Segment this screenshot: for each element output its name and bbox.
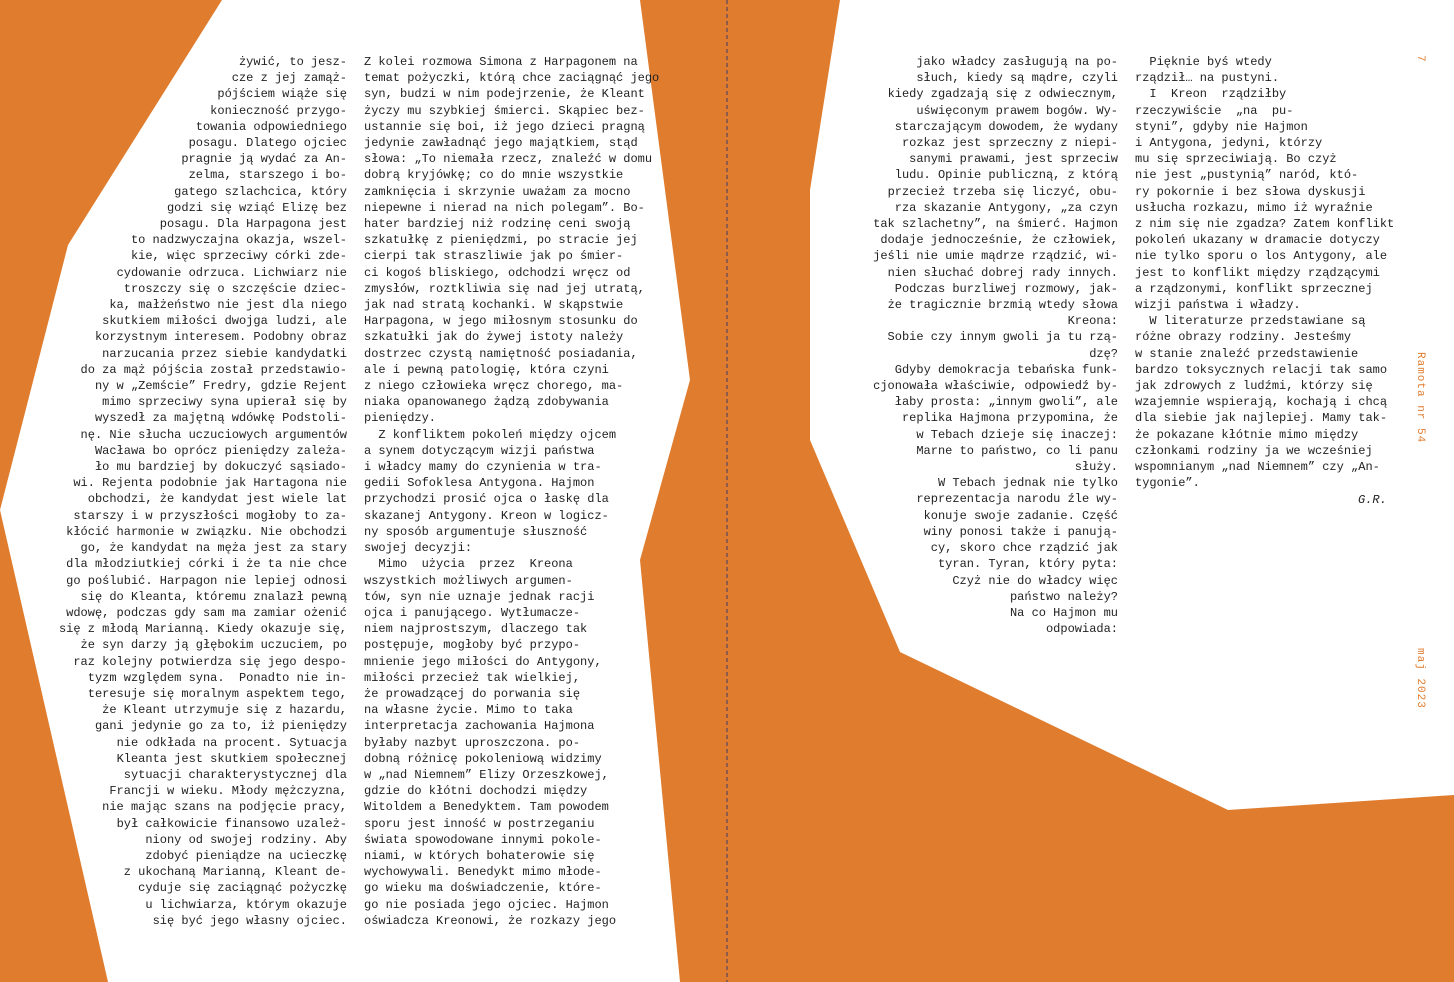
text-line: Kreona:	[1067, 314, 1118, 329]
text-line: cjonowała właściwie, odpowiedź by-	[873, 379, 1118, 394]
text-line: gani jedynie go za to, iż pieniędzy	[94, 719, 347, 734]
text-line: że tragicznie brzmią wtedy słowa	[887, 298, 1118, 313]
text-line: W literaturze przedstawiane są	[1135, 314, 1366, 329]
text-line: Wacława bo oprócz pieniędzy zależa-	[94, 443, 347, 458]
text-line: dobną różnicę pokoleniową widzimy	[364, 751, 602, 766]
text-line: Francji w wieku. Młody mężczyzna,	[109, 784, 347, 799]
text-line: ustannie się boi, iż jego dzieci pragną	[364, 119, 645, 134]
text-line: niaka opanowanego żądzą zdobywania	[364, 395, 609, 410]
text-line: temat pożyczki, którą chce zaciągnąć jego	[364, 71, 660, 86]
text-line: zmysłów, roztkliwia się nad jej utratą,	[364, 281, 645, 296]
text-line: szkatułkę z pieniędzmi, po stracie jej	[364, 233, 638, 248]
text-line: jako władcy zasługują na po-	[916, 55, 1118, 69]
text-line: dobrą kryjówkę; co do mnie wszystkie	[364, 168, 624, 183]
text-line: niami, w których bohaterowie się	[364, 848, 595, 863]
text-line: u lichwiarza, którym okazuje	[145, 897, 347, 912]
text-line: korzystnym interesem. Podobny obraz	[94, 330, 347, 345]
text-line: miłości przecież tak wielkiej,	[364, 670, 581, 685]
text-line: przychodzi prosić ojca o łaskę dla	[364, 492, 609, 507]
text-line: łaby prosta: „innym gwoli”, ale	[894, 395, 1118, 410]
text-line: zdobyć pieniądze na ucieczkę	[145, 848, 347, 863]
magazine-title: Ramota nr 54	[1414, 352, 1426, 444]
text-line: reprezentacja narodu źle wy-	[916, 492, 1118, 507]
text-line: a synem dotyczącym wizji państwa	[364, 443, 595, 458]
text-line: nę. Nie słucha uczuciowych argumentów	[80, 427, 347, 442]
text-line: Kleanta jest skutkiem społecznej	[116, 751, 347, 766]
text-line: się do Kleanta, któremu znalazł pewną	[80, 589, 347, 604]
text-line: z nim się nie zgadza? Zatem konflikt	[1135, 217, 1395, 232]
text-line: że prowadzącej do porwania się	[364, 686, 581, 701]
text-line: dostrzec czystą namiętność posiadania,	[364, 346, 638, 361]
right-page-number: 7	[1414, 55, 1426, 62]
text-line: interpretacja zachowania Hajmona	[364, 719, 595, 734]
text-line: jak nad stratą kochanki. W skąpstwie	[364, 298, 624, 313]
text-line: Gdyby demokracja tebańska funk-	[880, 362, 1118, 377]
text-line: troszczy się o szczęście dziec-	[123, 281, 347, 296]
text-line: jedynie zawładnąć jego majątkiem, stąd	[364, 136, 638, 151]
text-line: rzeczywiście „na pu-	[1135, 103, 1294, 118]
signature: G.R.	[1358, 493, 1387, 507]
text-line: cy, skoro chce rządzić jak	[930, 541, 1118, 556]
text-line: mu się sprzeciwiają. Bo czyż	[1135, 152, 1337, 167]
text-line: rządził… na pustyni.	[1135, 71, 1280, 86]
text-line: przecież trzeba się liczyć, obu-	[887, 184, 1118, 199]
text-line: godzi się wziąć Elizę bez	[166, 200, 347, 215]
text-line: ry pokornie i bez słowa dyskusji	[1135, 184, 1366, 199]
text-line: ale i pewną patologię, która czyni	[364, 362, 609, 377]
text-line: w „nad Niemnem” Elizy Orzeszkowej,	[364, 767, 609, 782]
text-line: nie mając szans na podjęcie pracy,	[102, 800, 347, 815]
text-line: sporu jest inność w postrzeganiu	[364, 816, 595, 831]
text-line: mimo sprzeciwy syna upierał się by	[102, 395, 347, 410]
text-line: jak zdrowych z ludźmi, którzy się	[1135, 379, 1373, 394]
text-line: sytuacji charakterystycznej dla	[123, 767, 347, 782]
issue-date: maj 2023	[1414, 648, 1426, 709]
text-line: pragnie ją wydać za An-	[181, 152, 347, 167]
text-line: a rządzonymi, konflikt sprzecznej	[1135, 281, 1373, 296]
text-line: go, że kandydat na męża jest za stary	[80, 541, 347, 556]
text-line: bardzo toksycznych relacji tak samo	[1135, 362, 1388, 377]
text-line: gdzie do kłótni dochodzi między	[364, 784, 588, 799]
text-line: tyran. Tyran, który pyta:	[937, 557, 1118, 572]
text-line: gedii Sofoklesa Antygona. Hajmon	[364, 476, 595, 491]
text-line: rozkaz jest sprzeczny z niepi-	[901, 136, 1118, 151]
text-line: skutkiem miłości dwojga ludzi, ale	[102, 314, 347, 329]
text-line: Harpagona, w jego miłosnym stosunku do	[364, 314, 638, 329]
text-line: cze z jej zamąż-	[231, 71, 347, 86]
text-line: że pokazane kłótnie mimo między	[1135, 427, 1359, 442]
text-line: z ukochaną Marianną, Kleant de-	[123, 865, 347, 880]
text-line: winy ponosi także i panują-	[923, 524, 1118, 539]
text-line: w Tebach dzieje się inaczej:	[916, 427, 1118, 442]
text-line: Mimo użycia przez Kreona	[364, 557, 573, 572]
text-line: państwo należy?	[1009, 589, 1118, 604]
text-line: byłaby nazbyt uproszczona. po-	[364, 735, 581, 750]
text-line: zamknięcia i skrzynie uważam za mocno	[364, 184, 631, 199]
text-line: jest to konflikt między rządzącymi	[1135, 265, 1380, 280]
left-page-number: 6	[688, 55, 700, 62]
text-line: tak szlachetny”, na śmierć. Hajmon	[873, 217, 1118, 232]
text-line: sanymi prawami, jest sprzeciw	[909, 152, 1118, 167]
text-line: że syn darzy ją głębokim uczuciem, po	[80, 638, 347, 653]
text-line: dla siebie jak najlepiej. Mamy tak-	[1135, 411, 1388, 426]
text-line: kłócić harmonie w związku. Nie obchodzi	[66, 524, 347, 539]
text-line: do za mąż pójścia został przedstawio-	[80, 362, 347, 377]
text-line: wyszedł za majętną wdówkę Podstoli-	[94, 411, 347, 426]
text-line: konuje swoje zadanie. Część	[923, 508, 1118, 523]
text-line: szkatułki jak do żywej istoty należy	[364, 330, 624, 345]
text-line: gatego szlachcica, który	[174, 184, 347, 199]
text-line: życzy mu szybkiej śmierci. Skąpiec bez-	[364, 103, 645, 118]
text-line: pieniędzy.	[364, 411, 437, 426]
text-line: pójściem wiąże się	[217, 87, 347, 102]
text-line: się z młodą Marianną. Kiedy okazuje się,	[58, 622, 347, 637]
text-line: nie odkłada na procent. Sytuacja	[116, 735, 347, 750]
text-line: styni”, gdyby nie Hajmon	[1135, 119, 1308, 134]
text-line: Witoldem a Benedyktem. Tam powodem	[364, 800, 609, 815]
text-line: kiedy zgadzają się z odwiecznym,	[887, 87, 1118, 102]
text-line: tów, syn nie uznaje jednak racji	[364, 589, 595, 604]
text-line: pokoleń ukazany w dramacie dotyczy	[1135, 233, 1380, 248]
text-line: posagu. Dla Harpagona jest	[159, 217, 347, 232]
text-line: raz kolejny potwierdza się jego despo-	[73, 654, 347, 669]
text-line: ka, małżeństwo nie jest dla niego	[109, 298, 347, 313]
text-line: Podczas burzliwej rozmowy, jak-	[894, 281, 1118, 296]
text-line: wi. Rejenta podobnie jak Hartagona nie	[73, 476, 347, 491]
text-line: wdowę, podczas gdy sam ma zamiar ożenić	[66, 605, 347, 620]
text-line: był całkowicie finansowo uzależ-	[116, 816, 347, 831]
left-page-column-1	[59, 54, 347, 929]
text-line: go wieku ma doświadczenie, które-	[364, 881, 602, 896]
text-line: rza skazanie Antygony, „za czyn	[894, 200, 1118, 215]
text-line: mnienie jego miłości do Antygony,	[364, 654, 602, 669]
text-line: Na co Hajmon mu	[1009, 605, 1118, 620]
text-line: W Tebach jednak nie tylko	[937, 476, 1118, 491]
right-page-column-1	[873, 54, 1118, 637]
text-line: ny w „Zemście” Fredry, gdzie Rejent	[94, 379, 347, 394]
text-line: służy.	[1074, 460, 1118, 475]
text-line: i władcy mamy do czynienia w tra-	[364, 460, 602, 475]
text-line: nien słuchać dobrej rady innych.	[887, 265, 1118, 280]
text-line: słuch, kiedy są mądre, czyli	[916, 71, 1118, 86]
text-line: nie jest „pustynią” naród, któ-	[1135, 168, 1359, 183]
text-line: ny sposób argumentuje słuszność	[364, 524, 588, 539]
text-line: go nie posiada jego ojciec. Hajmon	[364, 897, 609, 912]
text-line: Pięknie byś wtedy	[1135, 55, 1272, 69]
text-line: żywić, to jesz-	[238, 55, 347, 69]
text-line: to nadzwyczajna okazja, wszel-	[130, 233, 347, 248]
text-line: replika Hajmona przypomina, że	[901, 411, 1118, 426]
text-line: hater bardziej niż rodzinę ceni swoją	[364, 217, 631, 232]
text-line: tygonie”.	[1135, 476, 1200, 491]
text-line: cierpi tak straszliwie jak po śmier-	[364, 249, 624, 264]
text-line: wzajemnie wspierają, kochają i chcą	[1135, 395, 1388, 410]
text-line: różne obrazy rodziny. Jesteśmy	[1135, 330, 1352, 345]
text-line: starczającym dowodem, że wydany	[894, 119, 1118, 134]
left-page-column-2	[364, 54, 659, 929]
text-line: swojej decyzji:	[364, 541, 473, 556]
text-line: nie tylko sporu o los Antygony, ale	[1135, 249, 1388, 264]
text-line: odpowiada:	[1045, 622, 1118, 637]
text-line: syn, budzi w nim podejrzenie, że Kleant	[364, 87, 645, 102]
text-line: niepewne i nierad na nich polegam”. Bo-	[364, 200, 645, 215]
text-line: zelma, starszego i bo-	[188, 168, 347, 183]
text-line: na własne życie. Mimo to taka	[364, 703, 573, 718]
text-line: towania odpowiedniego	[195, 119, 347, 134]
text-line: Marne to państwo, co li panu	[916, 443, 1118, 458]
text-line: ludu. Opinie publiczną, z którą	[894, 168, 1118, 183]
text-line: dla młodziutkiej córki i że ta nie chce	[66, 557, 347, 572]
text-line: i Antygona, jedyni, którzy	[1135, 136, 1323, 151]
text-line: cydowanie odrzuca. Lichwiarz nie	[116, 265, 347, 280]
text-line: tyzm względem syna. Ponadto nie in-	[87, 670, 347, 685]
text-line: go poślubić. Harpagon nie lepiej odnosi	[66, 573, 347, 588]
text-line: posagu. Dlatego ojciec	[188, 136, 347, 151]
text-line: oświadcza Kreonowi, że rozkazy jego	[364, 913, 617, 928]
text-line: Z kolei rozmowa Simona z Harpagonem na	[364, 55, 638, 69]
text-line: wszystkich możliwych argumen-	[364, 573, 573, 588]
text-line: Sobie czy innym gwoli ja tu rzą-	[873, 330, 1118, 345]
text-line: cyduje się zaciągnąć pożyczkę	[138, 881, 347, 896]
text-line: postępuje, mogłoby być przypo-	[364, 638, 581, 653]
text-line: Czyż nie do władcy więc	[952, 573, 1118, 588]
text-line: słowa: „To niemała rzecz, znaleźć w domu	[364, 152, 653, 167]
text-line: I Kreon rządziłby	[1135, 87, 1287, 102]
text-line: w stanie znaleźć przedstawienie	[1135, 346, 1359, 361]
text-line: teresuje się moralnym aspektem tego,	[87, 686, 347, 701]
text-line: usłucha rozkazu, mimo iż wyraźnie	[1135, 200, 1373, 215]
text-line: wspomnianym „nad Niemnem” czy „An-	[1135, 460, 1380, 475]
text-line: ło mu bardziej by dokuczyć sąsiado-	[94, 460, 347, 475]
text-line: członkami rodziny ja we wcześniej	[1135, 443, 1373, 458]
text-line: konieczność przygo-	[210, 103, 347, 118]
text-line: ojca i panującego. Wytłumacze-	[364, 605, 581, 620]
text-line: się być jego własny ojciec.	[152, 913, 347, 928]
text-line: narzucania przez siebie kandydatki	[102, 346, 347, 361]
text-line: uświęconym prawem bogów. Wy-	[916, 103, 1118, 118]
right-page-column-2	[1135, 54, 1395, 491]
text-line: Z konfliktem pokoleń między ojcem	[364, 427, 617, 442]
text-line: ci kogoś bliskiego, odchodzi wręcz od	[364, 265, 631, 280]
text-line: z niego człowieka wręcz chorego, ma-	[364, 379, 624, 394]
text-line: dzę?	[1089, 346, 1118, 361]
text-line: że Kleant utrzymuje się z hazardu,	[102, 703, 347, 718]
text-line: świata spowodowane innymi pokole-	[364, 832, 602, 847]
text-line: skazanej Antygony. Kreon w logicz-	[364, 508, 609, 523]
text-line: dodaje jednocześnie, że człowiek,	[880, 233, 1118, 248]
text-line: obchodzi, że kandydat jest wiele lat	[87, 492, 347, 507]
text-line: starszy i w przyszłości mogłoby to za-	[73, 508, 347, 523]
text-line: niony od swojej rodziny. Aby	[145, 832, 347, 847]
text-line: jeśli nie umie mądrze rządzić, wi-	[873, 249, 1118, 264]
text-line: niem najprostszym, dlaczego tak	[364, 622, 588, 637]
text-line: wychowywali. Benedykt mimo młode-	[364, 865, 602, 880]
text-line: wizji państwa i władzy.	[1135, 298, 1301, 313]
text-line: kie, więc sprzeciwy córki zde-	[130, 249, 347, 264]
